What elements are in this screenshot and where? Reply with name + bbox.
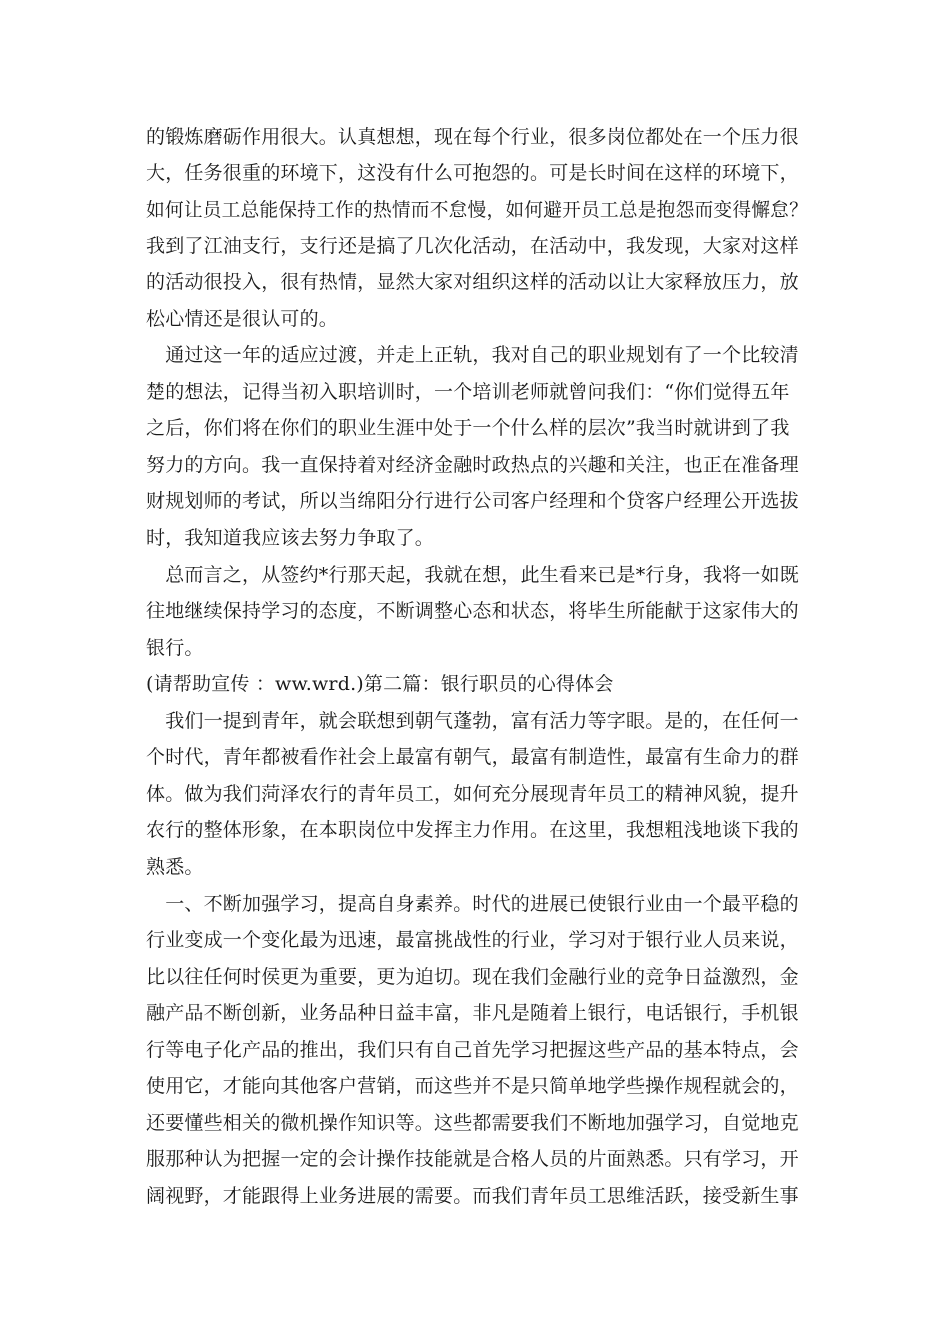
text-line: 的活动很投入，很有热情，显然大家对组织这样的活动以让大家释放压力，放 bbox=[146, 271, 799, 293]
text-line: 行业变成一个变化最为迅速，最富挑战性的行业，学习对于银行业人员来说， bbox=[146, 929, 799, 951]
text-line: 融产品不断创新，业务品种日益丰富，非凡是随着上银行，电话银行，手机银 bbox=[146, 1002, 799, 1024]
text-line: 使用它，才能向其他客户营销，而这些并不是只简单地学些操作规程就会的， bbox=[146, 1075, 799, 1097]
text-line: 服那种认为把握一定的会计操作技能就是合格人员的片面熟悉。只有学习，开 bbox=[146, 1148, 799, 1170]
text-line: 体。做为我们菏泽农行的青年员工，如何充分展现青年员工的精神风貌，提升 bbox=[146, 783, 799, 805]
text-line: 一、不断加强学习，提高自身素养。时代的进展已使银行业由一个最平稳的 bbox=[146, 893, 799, 915]
text-line: 楚的想法，记得当初入职培训时，一个培训老师就曾问我们：“你们觉得五年 bbox=[146, 381, 790, 403]
text-line: 个时代，青年都被看作社会上最富有朝气，最富有制造性，最富有生命力的群 bbox=[146, 746, 799, 768]
text-line: 通过这一年的适应过渡，并走上正轨，我对自己的职业规划有了一个比较清 bbox=[146, 344, 799, 366]
text-line: 阔视野，才能跟得上业务进展的需要。而我们青年员工思维活跃，接受新生事 bbox=[146, 1185, 799, 1207]
text-line: 松心情还是很认可的。 bbox=[146, 308, 339, 330]
text-line: 时，我知道我应该去努力争取了。 bbox=[146, 527, 435, 549]
text-line: 财规划师的考试，所以当绵阳分行进行公司客户经理和个贷客户经理公开选拔 bbox=[146, 490, 799, 512]
text-line: 大，任务很重的环境下，这没有什么可抱怨的。可是长时间在这样的环境下， bbox=[146, 162, 799, 184]
text-line: 往地继续保持学习的态度，不断调整心态和状态，将毕生所能献于这家伟大的 bbox=[146, 600, 799, 622]
text-line: 我们一提到青年，就会联想到朝气蓬勃，富有活力等字眼。是的，在任何一 bbox=[146, 710, 799, 732]
text-line: 我到了江油支行，支行还是搞了几次化活动，在活动中，我发现，大家对这样 bbox=[146, 235, 799, 257]
text-line: 熟悉。 bbox=[146, 856, 204, 878]
text-line: 行等电子化产品的推出，我们只有自己首先学习把握这些产品的基本特点，会 bbox=[146, 1039, 799, 1061]
text-line: 还要懂些相关的微机操作知识等。这些都需要我们不断地加强学习，自觉地克 bbox=[146, 1112, 799, 1134]
text-line: 如何让员工总能保持工作的热情而不怠慢，如何避开员工总是抱怨而变得懈怠？ bbox=[146, 199, 809, 221]
section-heading: (请帮助宣传 ：ww.wrd.)第二篇：银行职员的心得体会 bbox=[146, 673, 614, 695]
text-line: 农行的整体形象，在本职岗位中发挥主力作用。在这里，我想粗浅地谈下我的 bbox=[146, 819, 799, 841]
text-line: 的锻炼磨砺作用很大。认真想想，现在每个行业，很多岗位都处在一个压力很 bbox=[146, 126, 799, 148]
text-line: 总而言之，从签约*行那天起，我就在想，此生看来已是*行身，我将一如既 bbox=[146, 564, 800, 586]
text-line: 之后，你们将在你们的职业生涯中处于一个什么样的层次”我当时就讲到了我 bbox=[146, 417, 790, 439]
text-line: 银行。 bbox=[146, 637, 204, 659]
text-line: 比以往任何时侯更为重要，更为迫切。现在我们金融行业的竞争日益激烈，金 bbox=[146, 966, 799, 988]
text-line: 努力的方向。我一直保持着对经济金融时政热点的兴趣和关注，也正在准备理 bbox=[146, 454, 799, 476]
